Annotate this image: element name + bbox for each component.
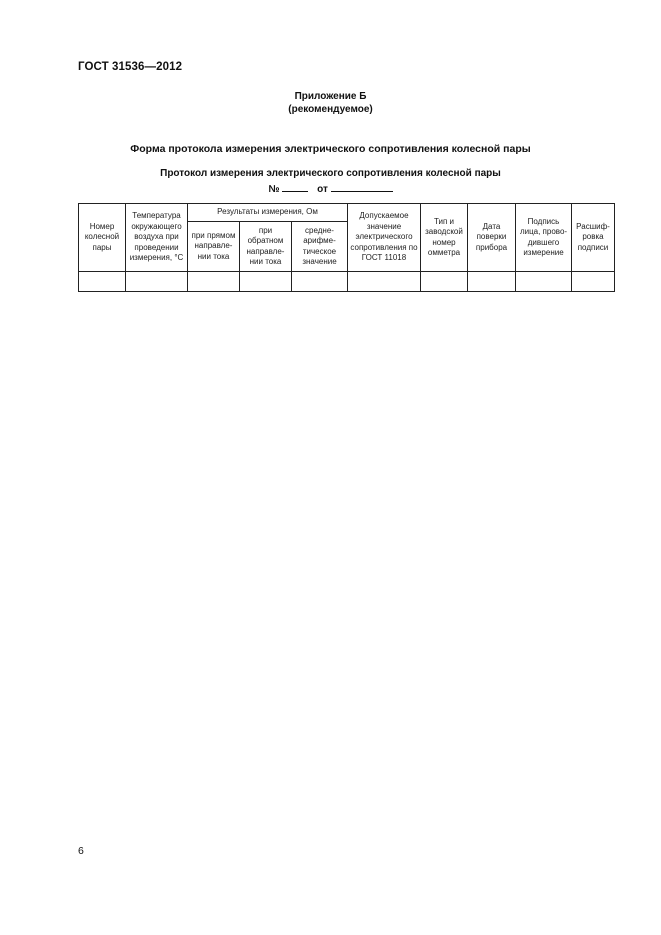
header-calibration-date: Дата поверки прибора [468, 204, 516, 272]
table-cell [572, 272, 615, 292]
header-signature: Подпись лица, прово-дившего измерение [516, 204, 572, 272]
table-cell [421, 272, 468, 292]
header-ohmmeter-type: Тип и заводской номер омметра [421, 204, 468, 272]
table-cell [79, 272, 126, 292]
table-cell [516, 272, 572, 292]
protocol-date-label: от [317, 184, 328, 195]
header-arithmetic-mean: средне-арифме-тическое значение [292, 222, 348, 272]
table-cell [348, 272, 421, 292]
header-temperature: Температура окружающего воздуха при проведении измерения, °С [126, 204, 188, 272]
protocol-date-blank [331, 183, 393, 192]
header-reverse-current: при обратном направле-нии тока [240, 222, 292, 272]
table-cell [188, 272, 240, 292]
table-row [79, 272, 615, 292]
protocol-table [78, 203, 615, 292]
table-cell [292, 272, 348, 292]
protocol-number-label: № [268, 184, 280, 195]
header-measurement-results: Результаты измерения, Ом [188, 204, 348, 222]
header-signature-decoding: Расшиф-ровка подписи [572, 204, 615, 272]
table-cell [468, 272, 516, 292]
appendix-title: Приложение Б [294, 91, 367, 102]
page-number: 6 [78, 845, 84, 857]
table-cell [126, 272, 188, 292]
header-wheelset-number: Номер колесной пары [79, 204, 126, 272]
header-direct-current: при прямом направле-нии тока [188, 222, 240, 272]
protocol-number-line [0, 183, 661, 195]
table-cell [240, 272, 292, 292]
protocol-title: Протокол измерения электрического сопротивления колесной пары [160, 168, 501, 179]
header-allowed-resistance: Допускаемое значение электрического сопротивления по ГОСТ 11018 [348, 204, 421, 272]
appendix-subtitle: (рекомендуемое) [288, 104, 373, 115]
document-standard-code: ГОСТ 31536—2012 [78, 61, 183, 73]
protocol-number-blank [282, 183, 308, 192]
form-title: Форма протокола измерения электрического сопротивления колесной пары [130, 143, 531, 155]
